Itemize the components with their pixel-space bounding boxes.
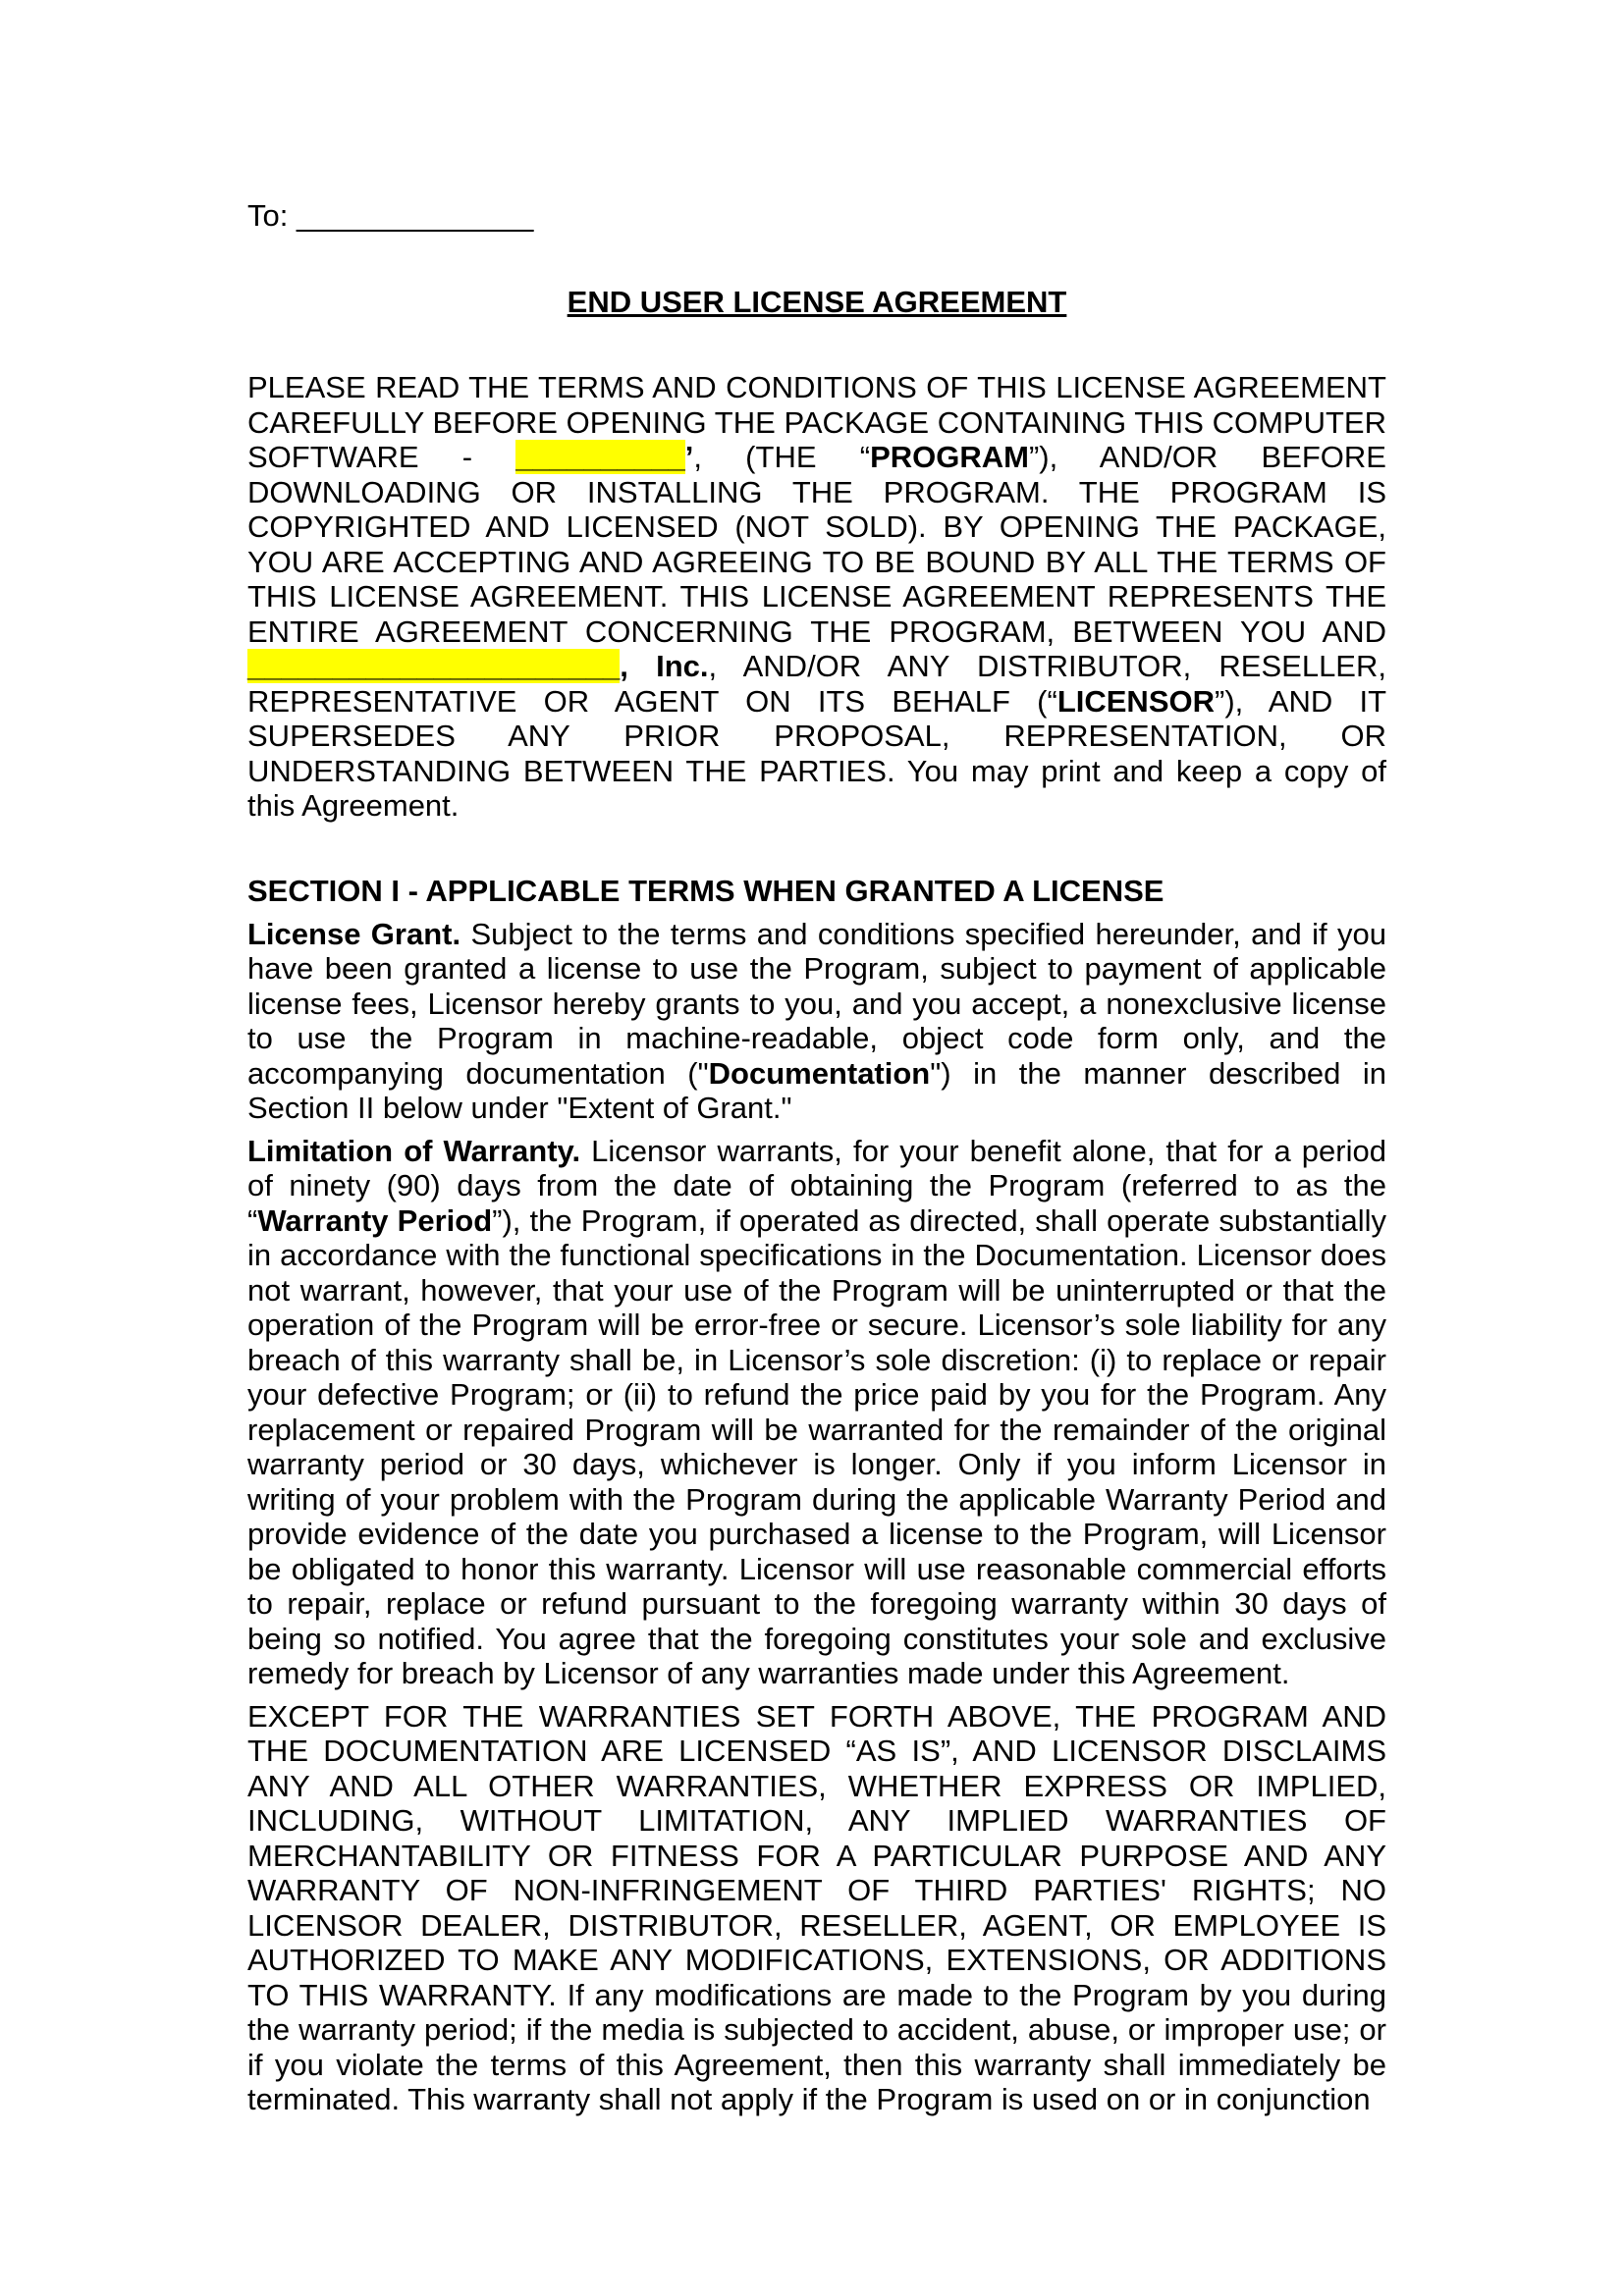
company-name-blank: ______________________ <box>247 649 621 683</box>
license-grant-text-1: Subject to the terms and conditions specified hereunder, and if you have been granted a license to use the Program, subject to payment of applicable license fees, Licensor hereby grants to you, and you accept, a nonexclusive license to use the Program in machine-readable, object code form only, and the accompanying documentation (" <box>247 916 1386 1091</box>
warranty-text-1: Licensor warrants, for your benefit alone, that for a period of ninety (90) days from the date of obtaining the Program (referred to as the “ <box>247 1133 1386 1238</box>
intro-text-5: , AND/OR ANY DISTRIBUTOR, RESELLER, REPRESENTATIVE OR AGENT ON ITS BEHALF (“ <box>247 649 1386 719</box>
warranty-label: Limitation of Warranty. <box>247 1133 581 1168</box>
intro-text-1: PLEASE READ THE TERMS AND CONDITIONS OF THIS LICENSE AGREEMENT CAREFULLY BEFORE OPENING THE PACKAGE CONTAINING THIS COMPUTER SOFTWARE - <box>247 370 1386 474</box>
section-1-heading: SECTION I - APPLICABLE TERMS WHEN GRANTED A LICENSE <box>247 874 1164 908</box>
intro-text-3: , (THE “ <box>693 440 871 474</box>
licensor-defined-term: LICENSOR <box>1056 683 1215 719</box>
warranty-period-defined-term: Warranty Period <box>257 1202 493 1238</box>
document-title: END USER LICENSE AGREEMENT <box>567 285 1067 319</box>
license-grant-label: License Grant. <box>247 916 461 951</box>
documentation-defined-term: Documentation <box>708 1055 931 1091</box>
intro-text-4: ”), AND/OR BEFORE DOWNLOADING OR INSTALLING THE PROGRAM. THE PROGRAM IS COPYRIGHTED AND LICENSED (NOT SOLD). BY OPENING THE PACKAGE, YOU ARE ACCEPTING AND AGREEING TO BE BOUND BY ALL THE TERMS OF THIS LICENSE AGREEMENT. THIS LICENSE AGREEMENT REPRESENTS THE ENTIRE AGREEMENT CONCERNING THE PROGRAM, BETWEEN YOU AND <box>247 440 1386 649</box>
warranty-text-2: ”), the Program, if operated as directed, shall operate substantially in accordance with the functional specifications in the Documentation. Licensor does not warrant, however, that your use of the Program will be uninterrupted or that the operation of the Program will be error-free or secure. Licensor’s sole liability for any breach of this warranty shall be, in Licensor’s sole discretion: (i) to replace or repair your defective Program; or (ii) to refund the price paid by you for the Program. Any replacement or repaired Program will be warranted for the remainder of the original warranty period or 30 days, whichever is longer. Only if you inform Licensor in writing of your problem with the Program during the applicable Warranty Period and provide evidence of the date you purchased a license to the Program, will Licensor be obligated to honor this warranty. Licensor will use reasonable commercial efforts to repair, replace or refund pursuant to the foregoing warranty within 30 days of being so notified. You agree that the foregoing constitutes your sole and exclusive remedy for breach by Licensor of any warranties made under this Agreement. <box>247 1202 1386 1690</box>
section-1 <box>247 874 1386 2125</box>
to-line: To: ______________ <box>247 198 534 233</box>
disclaimer-paragraph: EXCEPT FOR THE WARRANTIES SET FORTH ABOVE, THE PROGRAM AND THE DOCUMENTATION ARE LICENSED “AS IS”, AND LICENSOR DISCLAIMS ANY AND ALL OTHER WARRANTIES, WHETHER EXPRESS OR IMPLIED, INCLUDING, WITHOUT LIMITATION, ANY IMPLIED WARRANTIES OF MERCHANTABILITY OR FITNESS FOR A PARTICULAR PURPOSE AND ANY WARRANTY OF NON-INFRINGEMENT OF THIRD PARTIES' RIGHTS; NO LICENSOR DEALER, DISTRIBUTOR, RESELLER, AGENT, OR EMPLOYEE IS AUTHORIZED TO MAKE ANY MODIFICATIONS, EXTENSIONS, OR ADDITIONS TO THIS WARRANTY. If any modifications are made to the Program by you during the warranty period; if the media is subjected to accident, abuse, or improper use; or if you violate the terms of this Agreement, then this warranty shall immediately be terminated. This warranty shall not apply if the Program is used on or in conjunction <box>247 1698 1386 2116</box>
company-suffix: , Inc. <box>620 649 709 683</box>
warranty-paragraph <box>247 1134 1386 1691</box>
program-defined-term: PROGRAM <box>870 440 1029 474</box>
license-grant-text-2: ") in the manner described in Section II below under "Extent of Grant." <box>247 1055 1387 1125</box>
intro-paragraph <box>247 370 1386 824</box>
license-grant-paragraph <box>247 917 1386 1126</box>
intro-text-6: ”), AND IT SUPERSEDES ANY PRIOR PROPOSAL, REPRESENTATION, OR UNDERSTANDING BETWEEN THE PARTIES. You may print and keep a copy of this Agreement. <box>247 683 1387 823</box>
program-name-blank: __________ <box>515 440 685 474</box>
program-name-quote: ’ <box>684 440 694 474</box>
